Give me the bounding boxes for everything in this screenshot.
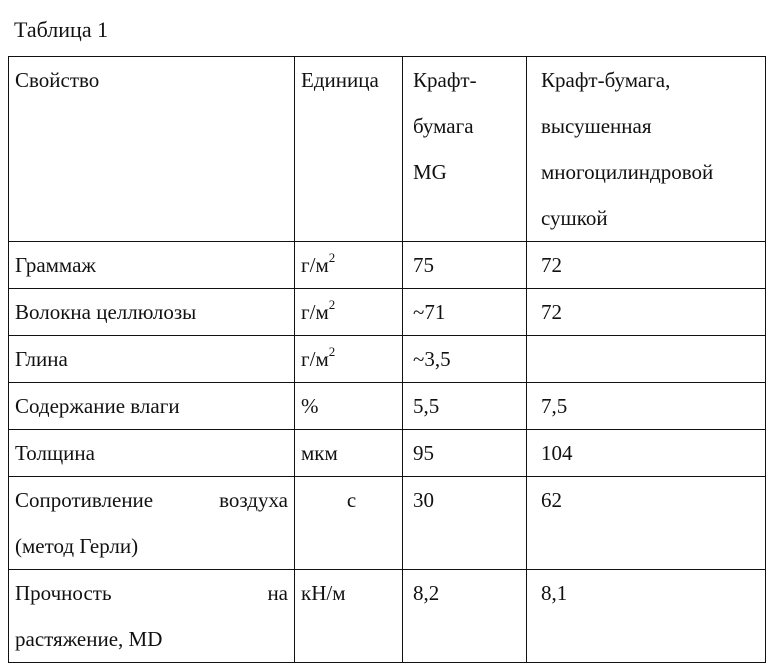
row-property: Содержание влаги bbox=[9, 383, 295, 430]
row-property bbox=[9, 570, 295, 663]
row-value-mg: 5,5 bbox=[403, 383, 527, 430]
row-property bbox=[9, 477, 295, 570]
row-value-mg: 30 bbox=[403, 477, 527, 570]
row-value-dried: 104 bbox=[527, 430, 766, 477]
row-value-dried: 8,1 bbox=[527, 570, 766, 663]
row-value-dried: 62 bbox=[527, 477, 766, 570]
row-property-line: Сопротивление воздуха bbox=[15, 488, 288, 512]
header-kraft-dried bbox=[527, 57, 766, 242]
row-unit: % bbox=[295, 383, 403, 430]
row-property-line: Прочность на bbox=[15, 581, 288, 605]
row-value-dried: 72 bbox=[527, 289, 766, 336]
properties-table bbox=[8, 56, 766, 663]
header-property: Свойство bbox=[9, 57, 295, 242]
header-kraft-mg-line: Крафт- bbox=[413, 68, 477, 92]
row-unit: $г/м^2$ bbox=[295, 242, 403, 289]
row-value-dried: 72 bbox=[527, 242, 766, 289]
header-kraft-dried-line: высушенная bbox=[541, 114, 652, 138]
row-property: Волокна целлюлозы bbox=[9, 289, 295, 336]
row-value-mg: 8,2 bbox=[403, 570, 527, 663]
header-kraft-dried-line: многоцилиндровой bbox=[541, 160, 714, 184]
header-kraft-mg-line: MG bbox=[413, 160, 447, 184]
table-caption: Таблица 1 bbox=[14, 17, 109, 42]
row-property: Граммаж bbox=[9, 242, 295, 289]
table-row bbox=[9, 336, 766, 383]
table-header-row bbox=[9, 57, 766, 242]
row-property: Толщина bbox=[9, 430, 295, 477]
row-unit: с bbox=[295, 477, 403, 570]
row-value-mg: ~71 bbox=[403, 289, 527, 336]
row-value-dried bbox=[527, 336, 766, 383]
table-row bbox=[9, 570, 766, 663]
header-unit: Единица bbox=[295, 57, 403, 242]
table-row bbox=[9, 477, 766, 570]
table-row bbox=[9, 383, 766, 430]
row-property-line: (метод Герли) bbox=[15, 534, 139, 558]
row-unit: $г/м^2$ bbox=[295, 336, 403, 383]
row-value-dried: 7,5 bbox=[527, 383, 766, 430]
row-value-mg: 95 bbox=[403, 430, 527, 477]
table-row bbox=[9, 289, 766, 336]
row-unit: мкм bbox=[295, 430, 403, 477]
header-kraft-dried-line: сушкой bbox=[541, 206, 608, 230]
table-row bbox=[9, 242, 766, 289]
row-unit: $г/м^2$ bbox=[295, 289, 403, 336]
row-value-mg: ~3,5 bbox=[403, 336, 527, 383]
header-kraft-mg bbox=[403, 57, 527, 242]
table-row bbox=[9, 430, 766, 477]
header-kraft-mg-line: бумага bbox=[413, 114, 474, 138]
header-kraft-dried-line: Крафт-бумага, bbox=[541, 68, 671, 92]
row-unit: кН/м bbox=[295, 570, 403, 663]
row-property-line: растяжение, MD bbox=[15, 627, 163, 651]
row-value-mg: 75 bbox=[403, 242, 527, 289]
row-property: Глина bbox=[9, 336, 295, 383]
